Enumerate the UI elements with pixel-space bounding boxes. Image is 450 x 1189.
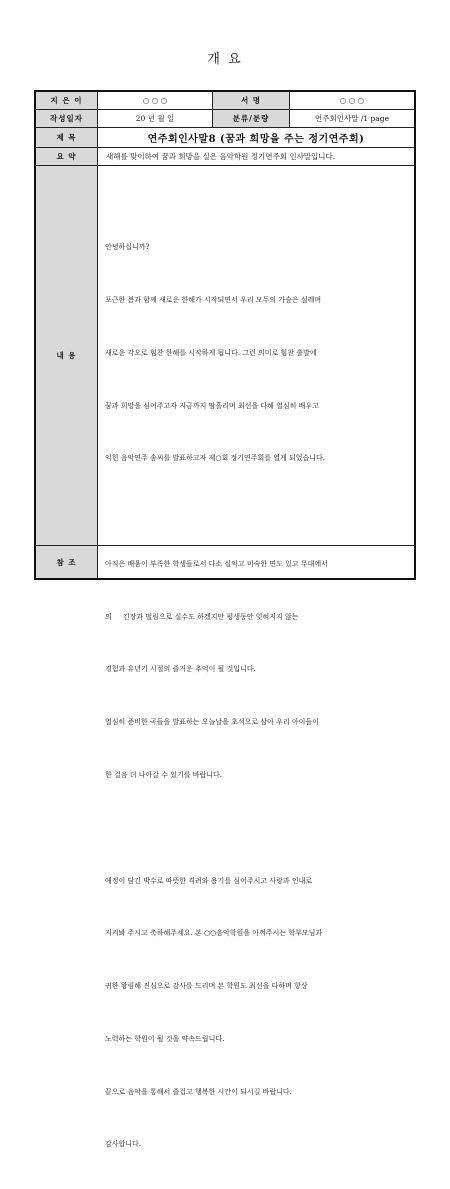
content-line: 새로운 각오로 힘찬 한해를 시작하게 됩니다. 그런 의미로 힘찬 출발에 [105,348,317,357]
document-table [34,90,416,1149]
category-label: 분류/분량 [212,110,290,127]
reference-row [36,546,414,578]
subject-row [36,128,414,148]
date-row [36,110,414,128]
content-line: 한 걸음 더 나아갈 수 있기를 바랍니다. [105,771,223,779]
content-label: 내 용 [36,166,98,545]
date-label: 작성일자 [36,110,98,127]
content-line: 노력하는 학원이 될 것을 약속드립니다. [105,1034,225,1043]
content-body [98,166,414,1149]
signature-label: 서 명 [212,92,290,109]
author-value: ○ ○ ○ [142,96,168,105]
author-label: 지 은 이 [36,92,98,109]
content-line: 아직은 배움이 부족한 학생들로서 다소 실익고 미숙한 면도 있고 무대에서 [105,559,328,568]
date-value: 20 년 월 일 [135,114,175,123]
subject-label: 제 목 [36,128,98,147]
reference-label: 참 조 [36,546,98,578]
summary-label: 요 약 [36,148,98,165]
content-line: 열심히 준비한 곡들을 발표하는 오늘날을 초석으로 삼아 우리 아이들이 [105,718,319,727]
content-line: 꿈과 희망을 심어주고자 지금까지 땀흘리며 최선을 다해 열심히 배우고 [105,401,319,410]
summary-value: 새해를 맞이하여 꿈과 희망을 실은 음악학원 정기연주회 인사말입니다. [106,152,336,161]
category-value: 연주회인사말 /1 page [314,114,390,123]
signature-value: ○ ○ ○ [339,96,365,105]
content-line [105,820,408,838]
content-line: 끝으로 음악을 통해서 즐겁고 행복한 시간이 되시길 바랍니다. [105,1087,292,1096]
content-line: 익힌 음악연주 솜씨를 발표하고자 제○회 정기연주회를 열게 되었습니다. [105,454,326,463]
page-title: 개 요 [207,52,243,67]
content-line: 귀한 왕림해 진심으로 감사를 드리며 본 학원도 최선을 다하며 항상 [105,982,308,991]
content-line: 경험과 유년기 시절의 즐거운 추억이 될 것입니다. [105,665,256,674]
reference-value [98,546,414,578]
content-line: 의 긴장과 떨림으로 실수도 하겠지만 평생동안 잊혀지지 않는 [105,612,299,621]
summary-row [36,148,414,166]
content-line: 포근한 봄과 함께 새로운 한해가 시작되면서 우리 모두의 가슴은 설레며 [105,295,322,304]
subject-value: 연주회인사말8 (꿈과 희망을 주는 정기연주회) [147,134,365,145]
author-row [36,92,414,110]
content-line: 애정이 담긴 박수로 따뜻한 격려와 용기를 심어주시고 사랑과 인내로 [105,876,313,885]
content-line [105,503,408,521]
content-line: 감사합니다. [105,1140,142,1149]
content-line: 안녕하십니까? [105,243,150,252]
content-line: 지켜봐 주시고 축하해주세요. 본 ○○음악학원을 아껴주시는 학부모님과 [105,929,323,938]
